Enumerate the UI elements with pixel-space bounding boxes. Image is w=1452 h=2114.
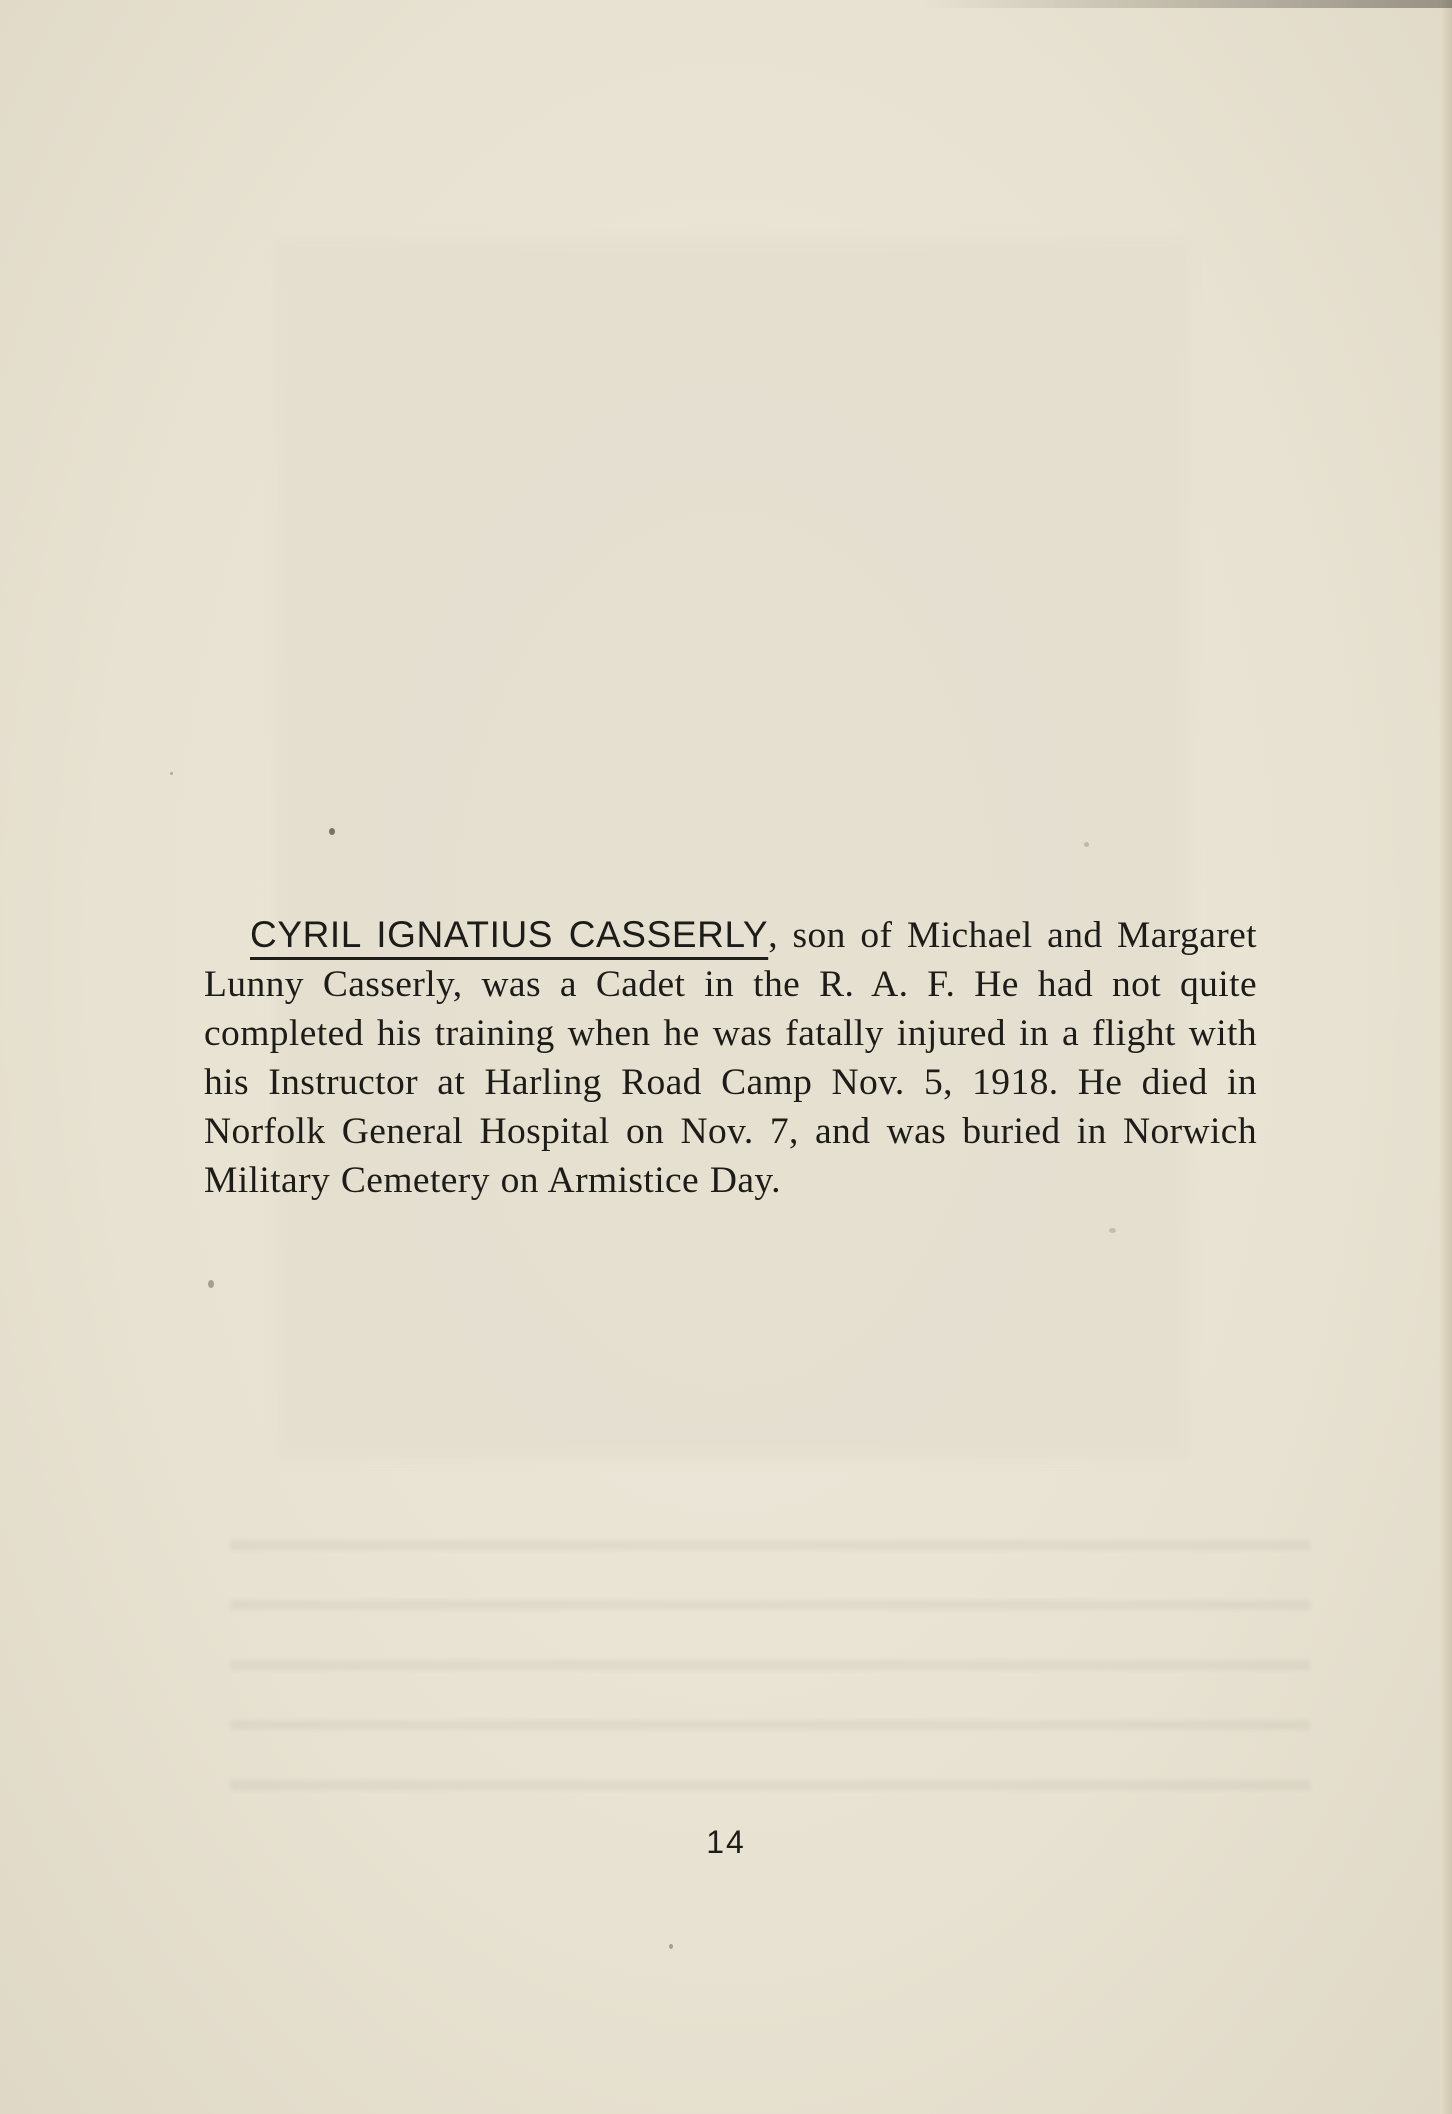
bleed-through-text: [230, 1490, 1310, 1830]
paper-speck: [669, 1944, 673, 1949]
obituary-text: , son of Michael and Margaret Lunny Casserly, was a Cadet in the R. A. F. He had not quite completed his training when he was fatally injured in a flight with his Instructor at Harling Road Camp Nov. 5, 1918. He died in Norfolk General Hospital on Nov. 7, and was buried in Norwich Military Cemetery on Armistice Day.: [204, 914, 1258, 1201]
paper-speck: [329, 828, 335, 835]
paper-speck: [1109, 1228, 1116, 1233]
paper-speck: [208, 1280, 214, 1288]
page-top-edge: [920, 0, 1452, 8]
photo-plate-offset: [275, 238, 1190, 1460]
paper-speck: [170, 772, 173, 775]
person-name: CYRIL IGNATIUS CASSERLY: [250, 913, 769, 955]
obituary-paragraph: [204, 910, 1257, 1205]
page-number: 14: [706, 1824, 746, 1860]
page-edge: [1440, 0, 1452, 2114]
paper-speck: [1084, 842, 1089, 847]
